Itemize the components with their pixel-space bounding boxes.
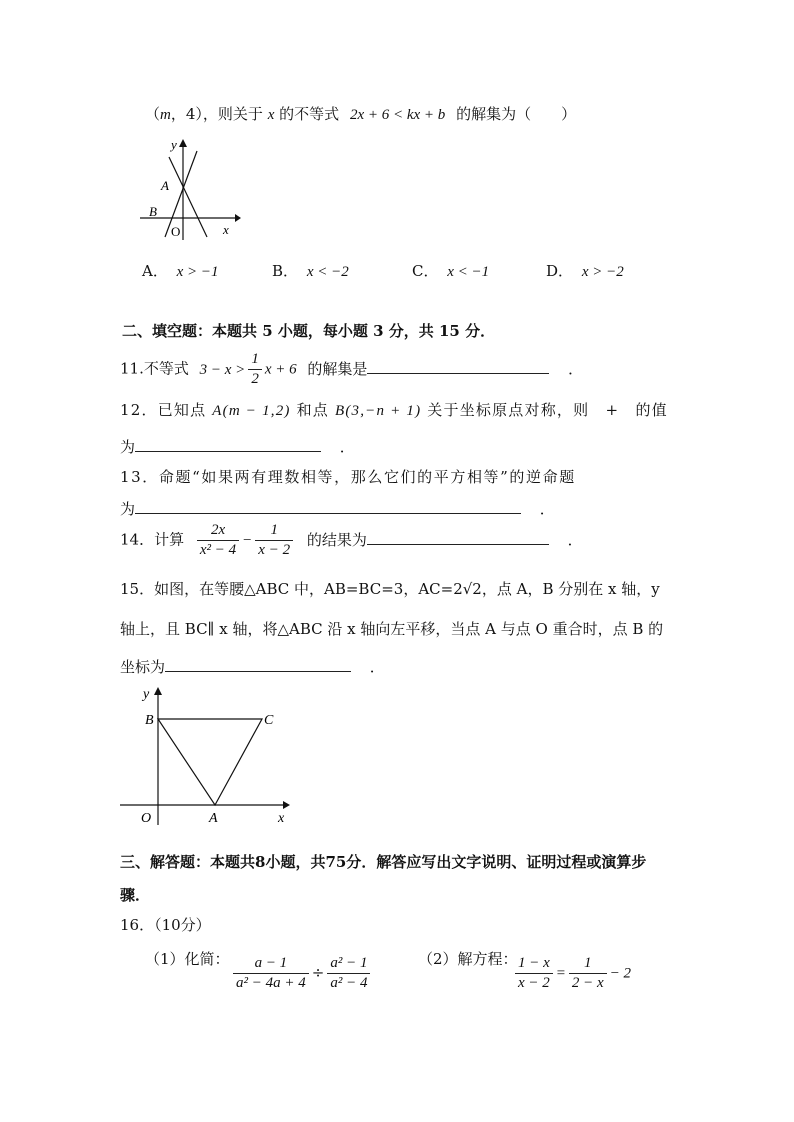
q14-answer-blank[interactable] (367, 530, 549, 545)
option-text: x > −1 (176, 264, 219, 280)
q14-f2-num: 1 (255, 522, 293, 541)
q10-stem-mid: ，4），则关于 (170, 105, 263, 123)
q10-stem-mid2: 的不等式 (279, 105, 340, 123)
q15-answer-blank[interactable] (165, 657, 351, 672)
q10-stem (145, 103, 576, 124)
q10-label-A: A (161, 178, 169, 193)
option-letter: C． (412, 262, 439, 280)
option-letter: A． (142, 262, 168, 280)
q12-text: 已知点 (157, 401, 207, 419)
section2-heading: 二、填空题：本题共 5 小题，每小题 3 分，共 15 分． (122, 322, 496, 340)
q16-p1-f1-num: a − 1 (233, 955, 309, 974)
q10-y-arrow-icon (179, 139, 187, 147)
q10-line-steep (165, 151, 197, 237)
q15-y-arrow-icon (154, 687, 162, 695)
q15-graph (115, 680, 300, 830)
q11-suffix: 的解集是 (307, 359, 368, 378)
q13-line2 (120, 498, 555, 519)
q14-suffix: 的结果为 (306, 530, 367, 549)
q14-f1-den: x² − 4 (199, 542, 237, 558)
q14-fraction-1 (197, 522, 239, 559)
q16-p1-fraction-2 (327, 955, 370, 992)
option-text: x < −2 (306, 264, 349, 280)
q14-f1-num: 2x (197, 522, 239, 541)
q12-line2 (120, 436, 355, 457)
q14 (120, 522, 583, 559)
option-text: x > −2 (581, 264, 624, 280)
section3-heading-line2: 骤． (120, 886, 151, 904)
q11 (120, 351, 583, 388)
q16-p1-f2-den: a² − 4 (330, 975, 368, 991)
q10-option-b[interactable] (272, 260, 349, 281)
q10-stem-suffix: 的解集为（ ） (456, 105, 577, 123)
q16-p2-f2-den: 2 − x (571, 975, 604, 991)
q15-end: ． (369, 658, 385, 676)
q12-tail: 关于坐标原点对称，则 + 的值 (427, 401, 668, 419)
q12-point-b: B(3,−n + 1) (334, 403, 422, 419)
q15-text-1: 如图，在等腰△ABC 中，AB=BC=3，AC=2√2，点 A，B 分别在 x 轴，y (154, 580, 660, 598)
q10-label-x: x (223, 222, 229, 237)
q14-prefix: 计算 (154, 530, 185, 549)
q16-p2-f2-num: 1 (569, 955, 607, 974)
q16-p2-fraction-1 (515, 955, 553, 992)
q11-prefix: 不等式 (143, 359, 189, 378)
q11-number: 11. (120, 359, 144, 378)
q15-label-B: B (145, 713, 154, 728)
q16-number: 16．（10分） (120, 916, 211, 934)
q16-p2-f1-den: x − 2 (518, 975, 550, 991)
q14-number: 14． (120, 530, 155, 549)
q15-label-C: C (264, 713, 274, 728)
q12-number: 12． (120, 401, 158, 419)
q16-p1-operator: ÷ (311, 963, 325, 982)
q10-option-d[interactable] (546, 260, 624, 281)
q16-p1-f1-den: a² − 4a + 4 (236, 975, 306, 991)
q15-line3-prefix: 坐标为 (120, 658, 166, 676)
q11-end: ． (568, 359, 584, 378)
q12-end: ． (339, 438, 355, 456)
q10-graph (135, 135, 245, 245)
q15-line3 (120, 656, 385, 677)
q10-x-arrow-icon (235, 214, 241, 222)
q15-label-y: y (143, 687, 150, 702)
q11-frac-num: 1 (248, 351, 262, 370)
q14-end: ． (567, 530, 583, 549)
q15-line1 (120, 578, 660, 599)
q16-p1-f2-num: a² − 1 (327, 955, 370, 974)
q10-label-B: B (149, 204, 157, 219)
section3-heading-line1: 三、解答题：本题共8小题，共75分．解答应写出文字说明、证明过程或演算步 (120, 853, 647, 871)
q16-part1-label: （1）化简： (145, 950, 230, 968)
q12-answer-blank[interactable] (135, 437, 321, 452)
q11-frac-den: 2 (251, 371, 259, 387)
q16-part2-label: （2）解方程： (418, 950, 518, 968)
q10-label-y: y (171, 137, 177, 152)
q12-line1 (120, 399, 668, 420)
q14-fraction-2 (255, 522, 293, 559)
q15-triangle-abc (158, 719, 262, 805)
q16-part2-expression (512, 955, 631, 992)
q16-p2-equals: = (555, 965, 566, 982)
q16-p2-fraction-2 (569, 955, 607, 992)
q13-text: 命题“如果两有理数相等，那么它们的平方相等”的逆命题 (158, 468, 576, 486)
q10-option-a[interactable] (142, 260, 219, 281)
q10-inequality: 2x + 6 < kx + b (349, 107, 446, 123)
option-text: x < −1 (447, 264, 490, 280)
q15-text-2: 轴上，且 BC∥ x 轴，将△ABC 沿 x 轴向左平移，当点 A 与点 O 重合时，点 B 的 (120, 620, 664, 638)
q16-p1-fraction-1 (233, 955, 309, 992)
q13-line2-prefix: 为 (120, 500, 136, 518)
option-letter: B． (272, 262, 299, 280)
q10-stem-prefix: （ (145, 105, 161, 123)
q15-label-x: x (278, 811, 285, 826)
q10-label-O: O (171, 224, 181, 239)
q14-operator: − (242, 532, 253, 549)
option-letter: D． (546, 262, 574, 280)
q11-rhs: x + 6 (264, 361, 297, 378)
q15-line2 (120, 618, 663, 639)
q11-fraction (248, 351, 262, 388)
q14-f2-den: x − 2 (258, 542, 291, 558)
q12-point-a: A(m − 1,2) (212, 403, 291, 419)
q15-label-A: A (209, 811, 218, 826)
q10-stem-x: x (267, 107, 275, 123)
q11-lhs: 3 − x > (199, 361, 246, 378)
q16-part1-expression (230, 955, 373, 992)
q13-line1 (120, 466, 576, 487)
q12-line2-prefix: 为 (120, 438, 136, 456)
q13-answer-blank[interactable] (135, 499, 521, 514)
q16-p2-tail: − 2 (609, 965, 632, 982)
q16-p2-f1-num: 1 − x (515, 955, 553, 974)
q12-mid: 和点 (296, 401, 329, 419)
q13-end: ． (539, 500, 555, 518)
q10-option-c[interactable] (412, 260, 489, 281)
q15-x-arrow-icon (283, 801, 290, 809)
q11-answer-blank[interactable] (367, 359, 549, 374)
q13-number: 13． (120, 468, 159, 486)
q15-label-O: O (141, 811, 152, 826)
q15-number: 15． (120, 580, 155, 598)
q10-stem-m: m (160, 107, 171, 123)
